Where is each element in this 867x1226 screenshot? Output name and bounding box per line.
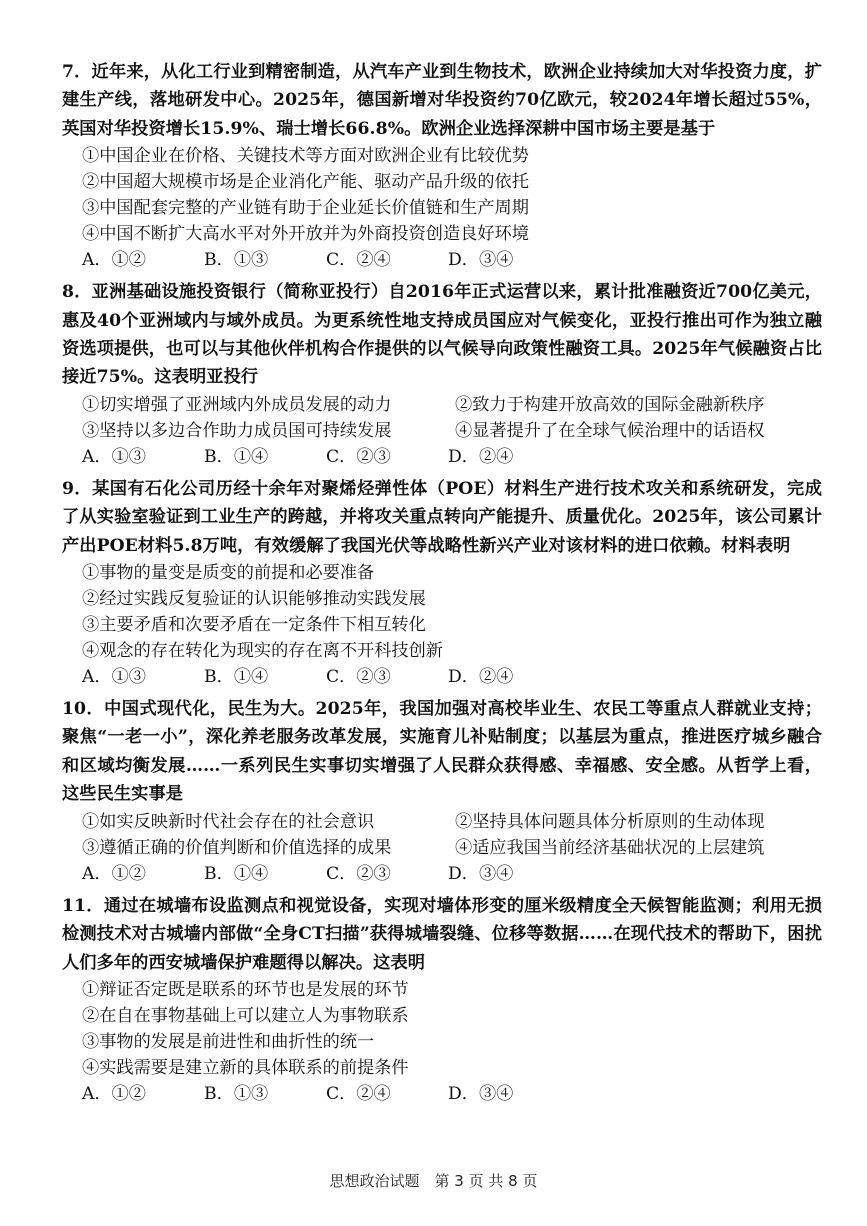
option-4: ④中国不断扩大高水平对外开放并为外商投资创造良好环境 xyxy=(82,224,529,245)
option-4: ④显著提升了在全球气候治理中的话语权 xyxy=(455,420,765,441)
option-3: ③坚持以多边合作助力成员国可持续发展 xyxy=(82,420,392,441)
answer-d[interactable]: D．③④ xyxy=(448,250,514,271)
answer-b[interactable]: B．①④ xyxy=(204,446,269,467)
answer-b[interactable]: B．①④ xyxy=(204,863,269,884)
answer-b[interactable]: B．①③ xyxy=(204,1083,269,1104)
question-stem: 10．中国式现代化，民生为大。2025年，我国加强对高校毕业生、农民工等重点人群就业支持；聚焦“一老一小”，深化养老服务改革发展，实施育儿补贴制度；以基层为重点，推进医疗城乡融合和区域均衡发展……一系列民生实事切实增强了人民群众获得感、幸福感、安全感。从哲学上看，这些民生实事是 xyxy=(62,699,822,805)
answer-d[interactable]: D．②④ xyxy=(448,446,514,467)
answer-choices xyxy=(62,247,822,274)
option-4: ④实践需要是建立新的具体联系的前提条件 xyxy=(82,1057,409,1078)
option-4: ④适应我国当前经济基础状况的上层建筑 xyxy=(455,837,765,858)
answer-c[interactable]: C．②④ xyxy=(326,250,391,271)
option-2: ②中国超大规模市场是企业消化产能、驱动产品升级的依托 xyxy=(82,172,529,193)
option-1: ①事物的量变是质变的前提和必要准备 xyxy=(82,563,375,584)
answer-choices xyxy=(62,861,822,888)
question-stem: 8．亚洲基础设施投资银行（简称亚投行）自2016年正式运营以来，累计批准融资近700亿美元，惠及40个亚洲域内与域外成员。为更系统性地支持成员国应对气候变化，亚投行推出可作为独立融资选项提供，也可以与其他伙伴机构合作提供的以气候导向政策性融资工具。2025年气候融资占比接近75%。这表明亚投行 xyxy=(62,282,822,388)
answer-c[interactable]: C．②③ xyxy=(326,863,391,884)
answer-c[interactable]: C．②④ xyxy=(326,1083,391,1104)
answer-c[interactable]: C．②③ xyxy=(326,667,391,688)
exam-page xyxy=(62,58,822,1112)
answer-choices xyxy=(62,1081,822,1108)
question-7 xyxy=(62,58,822,274)
answer-a[interactable]: A．①② xyxy=(82,250,146,271)
question-8 xyxy=(62,278,822,471)
question-stem: 9．某国有石化公司历经十余年对聚烯烃弹性体（POE）材料生产进行技术攻关和系统研发，完成了从实验室验证到工业生产的跨越，并将攻关重点转向产能提升、质量优化。2025年，该公司累计产出POE材料5.8万吨，有效缓解了我国光伏等战略性新兴产业对该材料的进口依赖。材料表明 xyxy=(62,478,822,556)
question-9 xyxy=(62,475,822,691)
option-3: ③事物的发展是前进性和曲折性的统一 xyxy=(82,1031,375,1052)
answer-a[interactable]: A．①② xyxy=(82,1083,146,1104)
option-grid xyxy=(62,392,822,444)
option-3: ③中国配套完整的产业链有助于企业延长价值链和生产周期 xyxy=(82,198,529,219)
answer-d[interactable]: D．③④ xyxy=(448,1083,514,1104)
answer-c[interactable]: C．②③ xyxy=(326,446,391,467)
answer-choices xyxy=(62,444,822,471)
answer-d[interactable]: D．②④ xyxy=(448,667,514,688)
question-11 xyxy=(62,892,822,1108)
page-footer: 思想政治试题 第 3 页 共 8 页 xyxy=(329,1172,538,1190)
option-1: ①辩证否定既是联系的环节也是发展的环节 xyxy=(82,979,409,1000)
answer-d[interactable]: D．③④ xyxy=(448,863,514,884)
question-stem: 7．近年来，从化工行业到精密制造，从汽车产业到生物技术，欧洲企业持续加大对华投资力度，扩建生产线，落地研发中心。2025年，德国新增对华投资约70亿欧元，较2024年增长超过55%，英国对华投资增长15.9%、瑞士增长66.8%。欧洲企业选择深耕中国市场主要是基于 xyxy=(62,62,822,139)
option-4: ④观念的存在转化为现实的存在离不开科技创新 xyxy=(82,641,443,662)
option-2: ②坚持具体问题具体分析原则的生动体现 xyxy=(455,811,765,832)
option-grid xyxy=(62,809,822,861)
option-3: ③遵循正确的价值判断和价值选择的成果 xyxy=(82,837,392,858)
answer-a[interactable]: A．①② xyxy=(82,863,146,884)
answer-b[interactable]: B．①④ xyxy=(204,667,269,688)
option-2: ②在自在事物基础上可以建立人为事物联系 xyxy=(82,1005,409,1026)
answer-b[interactable]: B．①③ xyxy=(204,250,269,271)
option-2: ②致力于构建开放高效的国际金融新秩序 xyxy=(455,394,765,415)
answer-a[interactable]: A．①③ xyxy=(82,446,146,467)
option-3: ③主要矛盾和次要矛盾在一定条件下相互转化 xyxy=(82,615,426,636)
answer-a[interactable]: A．①③ xyxy=(82,667,146,688)
question-10 xyxy=(62,695,822,888)
option-1: ①切实增强了亚洲域内外成员发展的动力 xyxy=(82,394,392,415)
answer-choices xyxy=(62,664,822,691)
question-stem: 11．通过在城墙布设监测点和视觉设备，实现对墙体形变的厘米级精度全天候智能监测；利用无损检测技术对古城墙内部做“全身CT扫描”获得城墙裂缝、位移等数据……在现代技术的帮助下，困扰人们多年的西安城墙保护难题得以解决。这表明 xyxy=(62,895,822,973)
option-1: ①如实反映新时代社会存在的社会意识 xyxy=(82,811,375,832)
option-2: ②经过实践反复验证的认识能够推动实践发展 xyxy=(82,589,426,610)
option-1: ①中国企业在价格、关键技术等方面对欧洲企业有比较优势 xyxy=(82,146,529,167)
